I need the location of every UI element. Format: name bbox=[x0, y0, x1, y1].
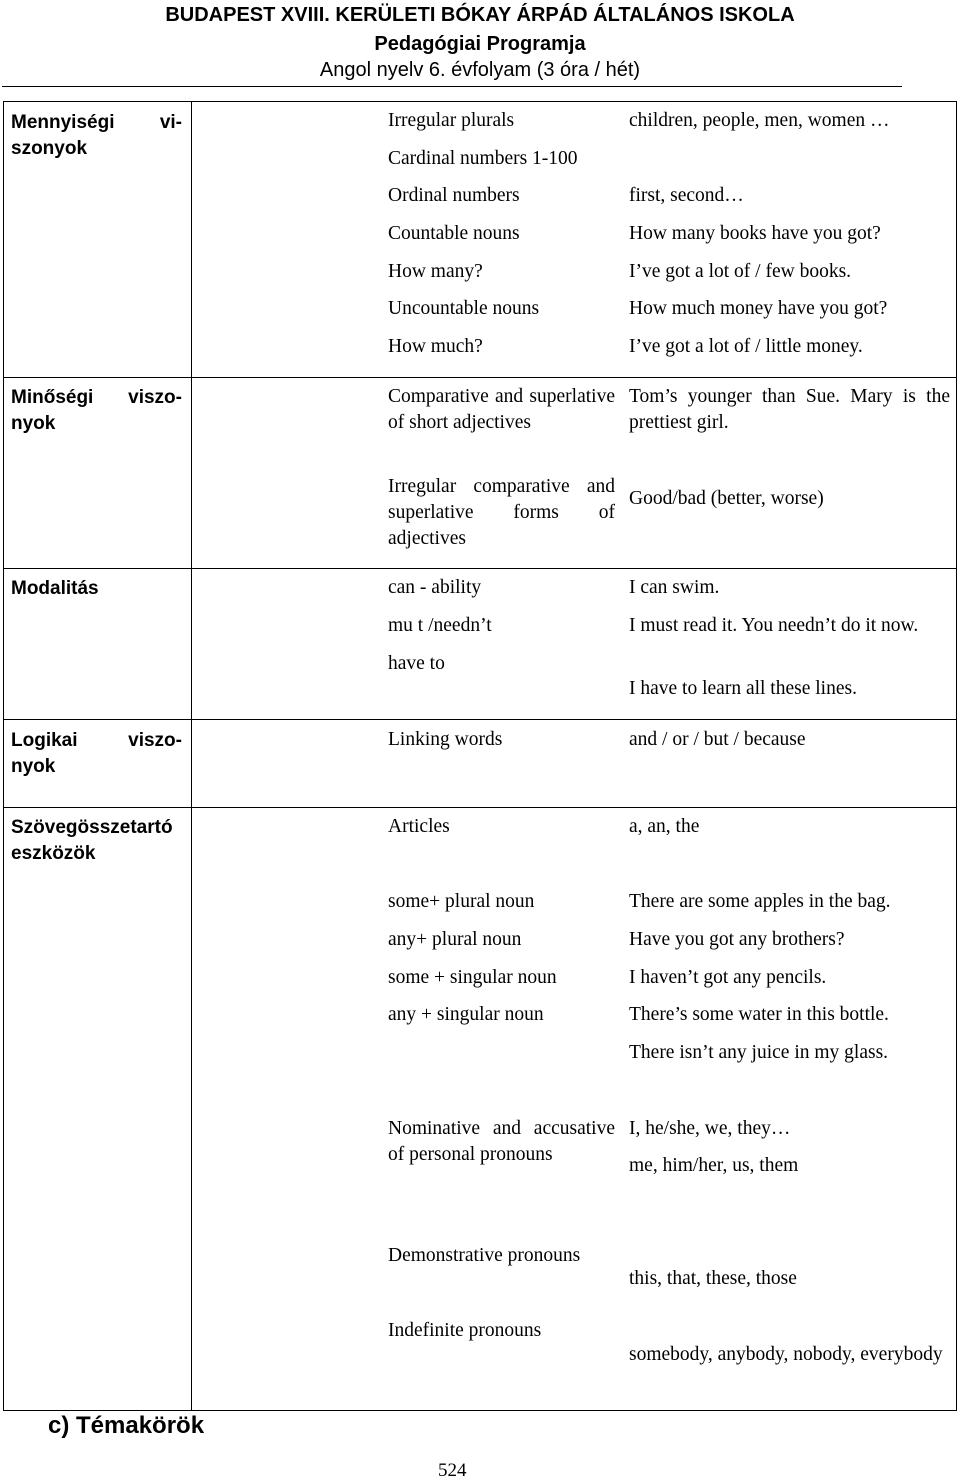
category-logical-part2: viszo- bbox=[128, 730, 182, 751]
example-irregular-comparative: Good/bad (better, worse) bbox=[629, 488, 824, 509]
table-row-divider bbox=[3, 377, 957, 378]
example-linking-words: and / or / but / because bbox=[629, 729, 806, 750]
example-item: I have to learn all these lines. bbox=[629, 678, 857, 699]
category-cohesion-part1: Szövegösszetartó bbox=[11, 817, 173, 838]
category-quantity bbox=[11, 110, 186, 162]
example-item: first, second… bbox=[629, 185, 744, 206]
topic-linking-words: Linking words bbox=[388, 729, 503, 750]
example-nominative-pronouns: I, he/she, we, they… bbox=[629, 1118, 791, 1139]
example-item: There isn’t any juice in my glass. bbox=[629, 1042, 889, 1063]
topic-item: some+ plural noun bbox=[388, 891, 535, 912]
category-quantity-part1: Mennyiségi bbox=[11, 112, 115, 133]
header-rule bbox=[2, 86, 902, 87]
topic-indefinite-pronouns: Indefinite pronouns bbox=[388, 1320, 542, 1341]
category-quality-part2: viszo- bbox=[128, 387, 182, 408]
topic-item: How many? bbox=[388, 261, 483, 282]
category-logical bbox=[11, 728, 186, 780]
category-logical-part3: nyok bbox=[11, 756, 56, 777]
topic-comparative-short: Comparative and superlative of short adjectives bbox=[388, 386, 615, 433]
category-quality-part1: Minőségi bbox=[11, 387, 94, 408]
category-quantity-part2: vi- bbox=[159, 112, 182, 133]
example-item: children, people, men, women … bbox=[629, 110, 890, 131]
category-cohesion-part2: eszközök bbox=[11, 843, 96, 864]
topic-item: any+ plural noun bbox=[388, 929, 522, 950]
example-item: How much money have you got? bbox=[629, 298, 888, 319]
category-quality bbox=[11, 385, 186, 437]
category-quality-part3: nyok bbox=[11, 413, 56, 434]
example-item: I haven’t got any pencils. bbox=[629, 967, 827, 988]
topic-comparative-irregular: Irregular comparative and superlative forms of adjectives bbox=[388, 476, 615, 549]
topic-item: can - ability bbox=[388, 577, 482, 598]
page-number: 524 bbox=[438, 1460, 467, 1481]
subject-line: Angol nyelv 6. évfolyam (3 óra / hét) bbox=[319, 59, 641, 81]
example-item: I’ve got a lot of / few books. bbox=[629, 261, 852, 282]
program-title: Pedagógiai Programja bbox=[374, 33, 586, 55]
topic-personal-pronouns: Nominative and accusative of personal pronouns bbox=[388, 1118, 615, 1165]
table-row-divider bbox=[3, 807, 957, 808]
example-indefinite-pronouns: somebody, anybody, nobody, everybody bbox=[629, 1344, 943, 1365]
topic-item: Ordinal numbers bbox=[388, 185, 520, 206]
example-demonstrative-pronouns: this, that, these, those bbox=[629, 1268, 797, 1289]
table-row-divider bbox=[3, 719, 957, 720]
topic-item: have to bbox=[388, 653, 445, 674]
example-item: Have you got any brothers? bbox=[629, 929, 845, 950]
topic-demonstrative-pronouns: Demonstrative pronouns bbox=[388, 1245, 581, 1266]
topic-item: mu t /needn’t bbox=[388, 615, 492, 636]
category-quantity-part3: szonyok bbox=[11, 138, 88, 159]
topic-item: Uncountable nouns bbox=[388, 298, 540, 319]
topic-item: Irregular plurals bbox=[388, 110, 515, 131]
example-articles: a, an, the bbox=[629, 816, 700, 837]
topic-item: any + singular noun bbox=[388, 1004, 544, 1025]
example-accusative-pronouns: me, him/her, us, them bbox=[629, 1155, 799, 1176]
topic-item: Cardinal numbers 1-100 bbox=[388, 148, 578, 169]
table-border-top bbox=[3, 101, 957, 102]
table-col-divider bbox=[191, 101, 192, 1411]
table-row-divider bbox=[3, 568, 957, 569]
topic-item: Countable nouns bbox=[388, 223, 520, 244]
example-item: There are some apples in the bag. bbox=[629, 891, 891, 912]
section-heading: c) Témakörök bbox=[48, 1412, 205, 1439]
category-cohesion bbox=[11, 815, 173, 867]
table-border-bottom bbox=[3, 1410, 957, 1411]
example-item: There’s some water in this bottle. bbox=[629, 1004, 889, 1025]
example-item: How many books have you got? bbox=[629, 223, 881, 244]
example-item: I’ve got a lot of / little money. bbox=[629, 336, 863, 357]
topic-item: some + singular noun bbox=[388, 967, 557, 988]
table-border-left bbox=[3, 101, 4, 1411]
category-modality: Modalitás bbox=[11, 578, 99, 599]
example-item: I must read it. You needn’t do it now. bbox=[629, 615, 919, 636]
topic-articles: Articles bbox=[388, 816, 450, 837]
school-name: BUDAPEST XVIII. KERÜLETI BÓKAY ÁRPÁD ÁLTALÁNOS ISKOLA bbox=[165, 4, 795, 26]
category-logical-part1: Logikai bbox=[11, 730, 78, 751]
topic-item: How much? bbox=[388, 336, 483, 357]
example-comparative: Tom’s younger than Sue. Mary is the prettiest girl. bbox=[629, 386, 950, 433]
example-item: I can swim. bbox=[629, 577, 720, 598]
table-border-right bbox=[956, 101, 957, 1411]
